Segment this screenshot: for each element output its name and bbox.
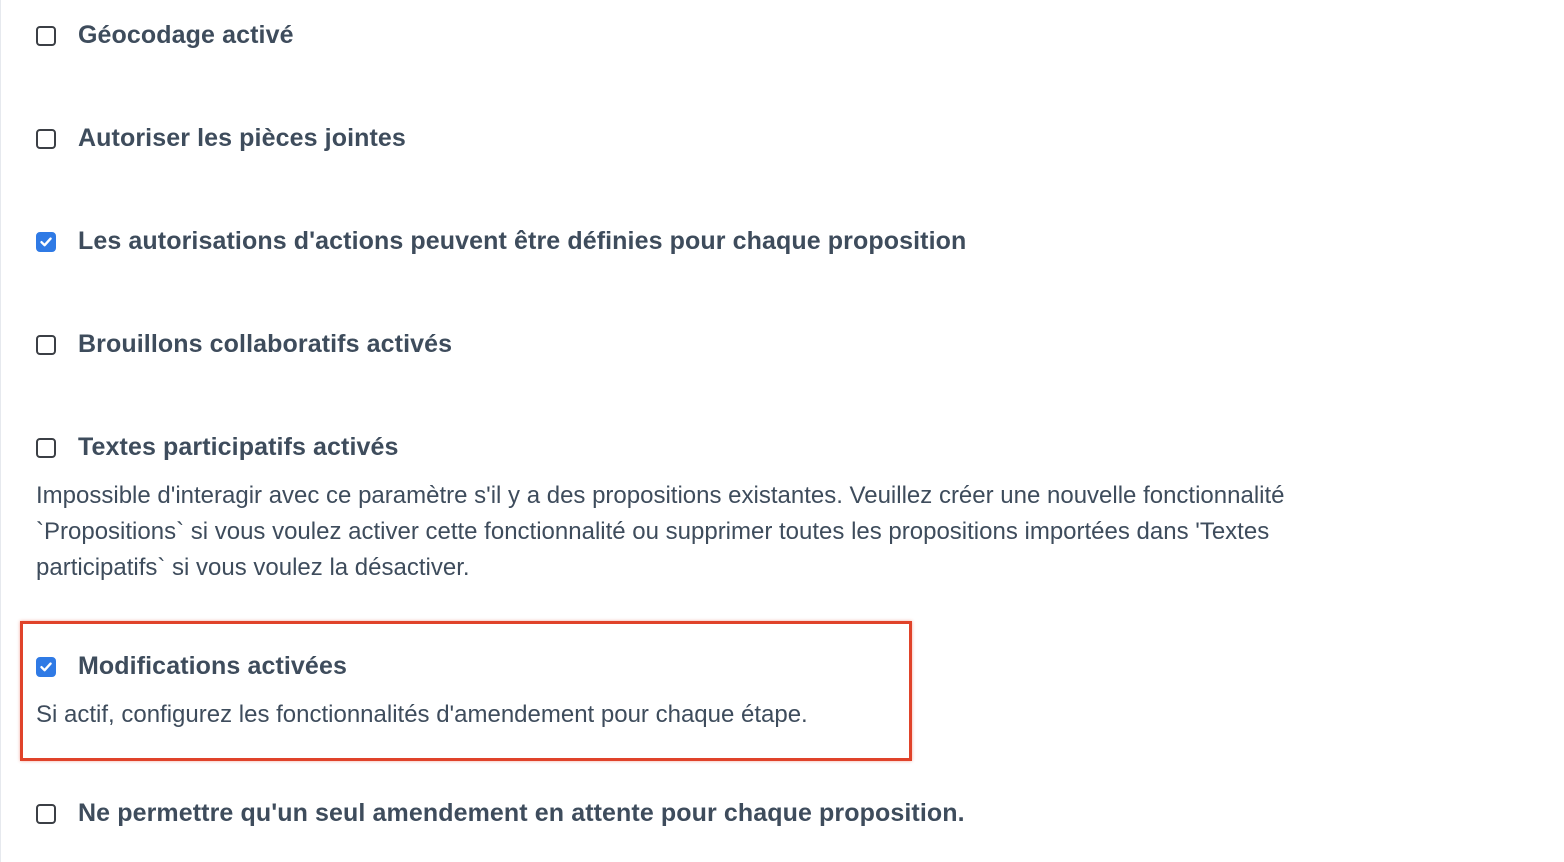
limit-pending-amendments-label[interactable]: Ne permettre qu'un seul amendement en attente pour chaque proposition.: [78, 799, 965, 827]
collaborative-drafts-checkbox[interactable]: [36, 335, 56, 355]
help-line: participatifs` si vous voulez la désactiver.: [36, 554, 470, 581]
option-resource-permissions[interactable]: [36, 227, 966, 256]
attachments-label[interactable]: Autoriser les pièces jointes: [78, 124, 406, 152]
geocoding-checkbox[interactable]: [36, 26, 56, 46]
amendments-checkbox[interactable]: [36, 657, 56, 677]
help-line: `Propositions` si vous voulez activer cette fonctionnalité ou supprimer toutes les propositions importées dans 'Textes: [36, 518, 1270, 545]
panel-left-border: [0, 0, 1, 862]
amendments-help: Si actif, configurez les fonctionnalités d'amendement pour chaque étape.: [36, 701, 808, 728]
geocoding-label[interactable]: Géocodage activé: [78, 21, 294, 49]
option-participatory-texts[interactable]: [36, 433, 399, 462]
collaborative-drafts-label[interactable]: Brouillons collaboratifs activés: [78, 330, 453, 358]
option-attachments[interactable]: [36, 124, 406, 153]
resource-permissions-label[interactable]: Les autorisations d'actions peuvent être définies pour chaque proposition: [78, 227, 967, 255]
highlight-annotation-box: [20, 621, 912, 761]
amendments-label[interactable]: Modifications activées: [78, 652, 347, 680]
resource-permissions-checkbox[interactable]: [36, 232, 56, 252]
option-collaborative-drafts[interactable]: [36, 330, 452, 359]
participatory-texts-checkbox[interactable]: [36, 438, 56, 458]
participatory-texts-help: [36, 478, 1285, 586]
option-limit-pending-amendments[interactable]: [36, 799, 965, 828]
option-amendments[interactable]: [36, 652, 347, 681]
attachments-checkbox[interactable]: [36, 129, 56, 149]
check-icon: [39, 660, 53, 674]
help-line: Impossible d'interagir avec ce paramètre s'il y a des propositions existantes. Veuillez créer une nouvelle fonctionnalité: [36, 482, 1285, 509]
participatory-texts-label[interactable]: Textes participatifs activés: [78, 433, 399, 461]
option-geocoding[interactable]: [36, 21, 294, 50]
check-icon: [39, 235, 53, 249]
limit-pending-amendments-checkbox[interactable]: [36, 804, 56, 824]
